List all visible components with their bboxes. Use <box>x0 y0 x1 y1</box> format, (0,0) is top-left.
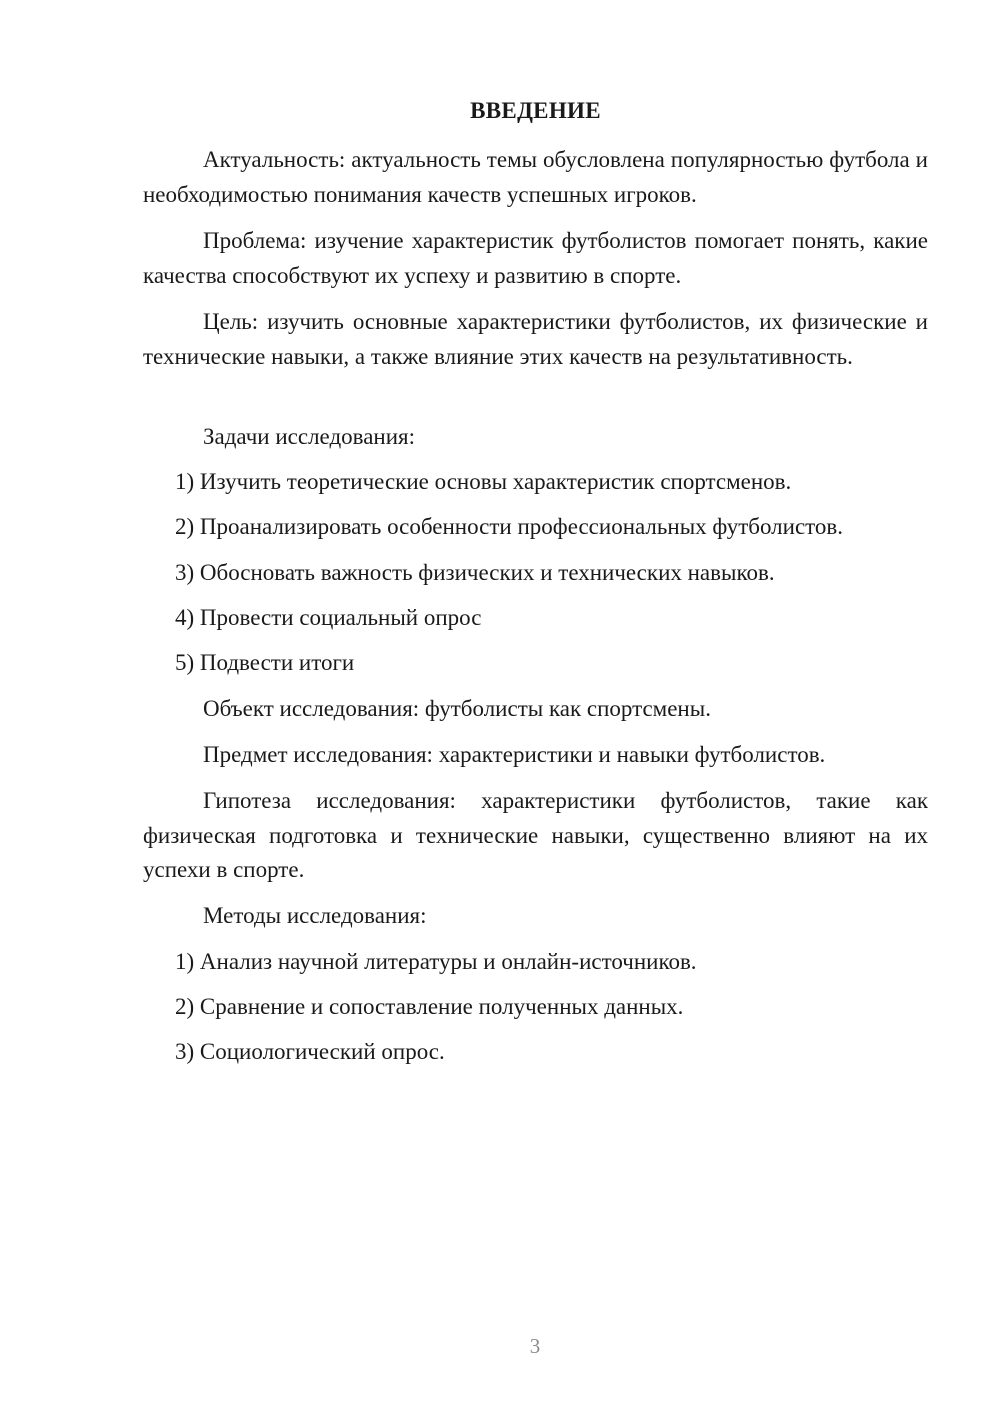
methods-heading: Методы исследования: <box>203 903 427 928</box>
page-number: 3 <box>529 1334 541 1358</box>
task-item: 1) Изучить теоретические основы характеристик спортсменов. <box>175 469 792 494</box>
task-item: 5) Подвести итоги <box>175 650 355 675</box>
method-item: 3) Социологический опрос. <box>175 1039 445 1064</box>
tasks-heading: Задачи исследования: <box>203 424 416 449</box>
object-paragraph: Объект исследования: футболисты как спортсмены. <box>203 696 711 721</box>
method-item: 2) Сравнение и сопоставление полученных данных. <box>175 994 684 1019</box>
goal-paragraph: Цель: изучить основные характеристики футболистов, их физические и технические навыки, а также влияние этих качеств на результативность. <box>143 309 928 369</box>
task-item: 4) Провести социальный опрос <box>175 605 482 630</box>
task-item: 3) Обосновать важность физических и технических навыков. <box>175 560 775 585</box>
method-item: 1) Анализ научной литературы и онлайн-источников. <box>175 949 697 974</box>
subject-paragraph: Предмет исследования: характеристики и навыки футболистов. <box>203 742 826 767</box>
problem-paragraph: Проблема: изучение характеристик футболистов помогает понять, какие качества способствуют их успеху и развитию в спорте. <box>143 228 928 288</box>
relevance-paragraph: Актуальность: актуальность темы обусловлена популярностью футбола и необходимостью понимания качеств успешных игроков. <box>143 147 928 207</box>
page-title: ВВЕДЕНИЕ <box>470 98 601 123</box>
task-item: 2) Проанализировать особенности профессиональных футболистов. <box>175 514 844 539</box>
hypothesis-paragraph: Гипотеза исследования: характеристики футболистов, такие как физическая подготовка и технические навыки, существенно влияют на их успехи в спорте. <box>143 788 928 882</box>
